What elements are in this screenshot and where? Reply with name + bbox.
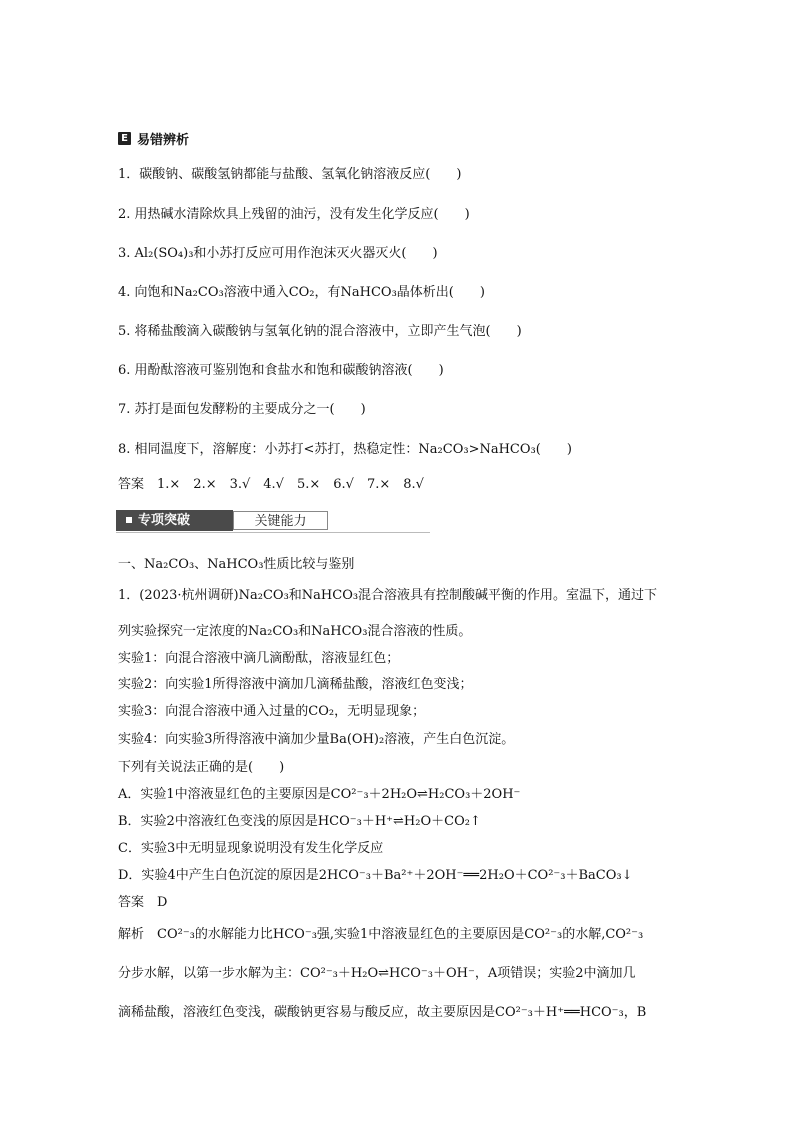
- section-title: 易错辨析: [137, 133, 190, 148]
- banner-sub: 关键能力: [233, 511, 328, 530]
- question-2: 2. 用热碱水清除炊具上残留的油污，没有发生化学反应( ): [118, 207, 470, 222]
- experiment-3: 实验3：向混合溶液中通入过量的CO₂，无明显现象；: [118, 704, 426, 719]
- part-title: 一、Na₂CO₃、NaHCO₃性质比较与鉴别: [118, 557, 355, 572]
- question-1: 1．碳酸钠、碳酸氢钠都能与盐酸、氢氧化钠溶液反应( ): [118, 167, 462, 182]
- problem-stem-2: 列实验探究一定浓度的Na₂CO₃和NaHCO₃混合溶液的性质。: [118, 624, 472, 639]
- answer-line: 答案 1.× 2.× 3.√ 4.√ 5.× 6.√ 7.× 8.√: [118, 477, 424, 492]
- question-3: 3. Al₂(SO₄)₃和小苏打反应可用作泡沫灭火器灭火( ): [118, 246, 438, 261]
- problem-stem-1: 1．(2023·杭州调研)Na₂CO₃和NaHCO₃混合溶液具有控制酸碱平衡的作用。室温下，通过下: [118, 588, 658, 603]
- explanation-line-3: 滴稀盐酸，溶液红色变浅，碳酸钠更容易与酸反应，故主要原因是CO²⁻₃＋H⁺══HCO⁻₃，B: [118, 1005, 647, 1020]
- problem-answer: 答案 D: [118, 895, 168, 910]
- section-e-icon: E: [118, 132, 131, 145]
- experiment-2: 实验2：向实验1所得溶液中滴加几滴稀盐酸，溶液红色变浅；: [118, 677, 473, 692]
- banner-main-label: 专项突破: [138, 513, 191, 528]
- banner-main: [116, 510, 233, 531]
- question-6: 6. 用酚酞溶液可鉴别饱和食盐水和饱和碳酸钠溶液( ): [118, 363, 444, 378]
- question-7: 7. 苏打是面包发酵粉的主要成分之一( ): [118, 402, 366, 417]
- square-icon: [126, 517, 132, 523]
- question-4: 4. 向饱和Na₂CO₃溶液中通入CO₂，有NaHCO₃晶体析出( ): [118, 285, 485, 300]
- option-b: B．实验2中溶液红色变浅的原因是HCO⁻₃＋H⁺⇌H₂O＋CO₂↑: [118, 814, 481, 829]
- option-a: A．实验1中溶液显红色的主要原因是CO²⁻₃＋2H₂O⇌H₂CO₃＋2OH⁻: [118, 787, 521, 802]
- explanation-line-1: 解析 CO²⁻₃的水解能力比HCO⁻₃强,实验1中溶液显红色的主要原因是CO²⁻₃的水解,CO²⁻₃: [118, 927, 644, 942]
- option-d: D．实验4中产生白色沉淀的原因是2HCO⁻₃＋Ba²⁺＋2OH⁻══2H₂O＋CO²⁻₃＋BaCO₃↓: [118, 868, 633, 883]
- problem-prompt: 下列有关说法正确的是( ): [118, 760, 285, 775]
- experiment-1: 实验1：向混合溶液中滴几滴酚酞，溶液显红色；: [118, 651, 400, 666]
- section-banner: [116, 510, 430, 532]
- question-5: 5. 将稀盐酸滴入碳酸钠与氢氧化钠的混合溶液中，立即产生气泡( ): [118, 324, 522, 339]
- banner-divider: [116, 532, 430, 533]
- section-header: [118, 129, 189, 148]
- explanation-line-2: 分步水解，以第一步水解为主：CO²⁻₃＋H₂O⇌HCO⁻₃＋OH⁻，A项错误；实验2中滴加几: [118, 966, 636, 981]
- experiment-4: 实验4：向实验3所得溶液中滴加少量Ba(OH)₂溶液，产生白色沉淀。: [118, 732, 515, 747]
- option-c: C．实验3中无明显现象说明没有发生化学反应: [118, 841, 384, 856]
- question-8: 8. 相同温度下，溶解度：小苏打<苏打，热稳定性：Na₂CO₃>NaHCO₃( ): [118, 442, 572, 457]
